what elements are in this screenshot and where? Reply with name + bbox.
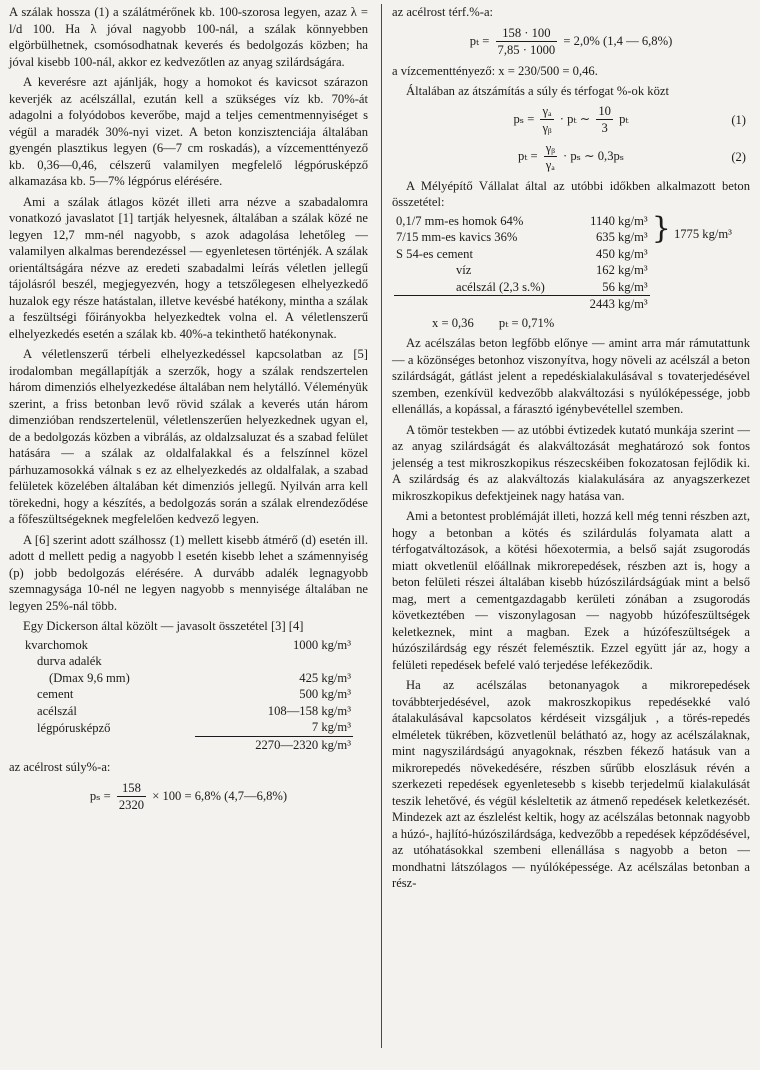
equation-1: [392, 103, 750, 137]
table-cell: kvarchomok: [25, 637, 88, 652]
table-cell: 0,1/7 mm-es homok 64%: [396, 213, 524, 228]
numerator: γᵦ: [544, 140, 557, 158]
table-cell: durva adalék: [37, 654, 102, 668]
table-row: [394, 246, 750, 263]
mix-composition-table: [23, 637, 353, 754]
denominator: γᵦ: [542, 121, 552, 135]
table-total: 2443 kg/m³: [576, 296, 650, 313]
paragraph: Egy Dickerson által közölt — javasolt összetétel [3] [4]: [23, 619, 304, 633]
table-row: [23, 653, 353, 670]
column-divider: [381, 4, 382, 1048]
paragraph: A tömör testekben — az utóbbi évtizedek kutató munkája szerint — az anyag szilárdságát és alakváltozását meghatározó sok fontos jelenség a test mikroszkopikus részecskéiben fokozatosan fejlődik ki. A szilárdság és az alakváltozás kialakulására az anyagszerkezet mikroszkopikus defektjeinek nagy hatása van.: [392, 422, 750, 503]
left-column: [9, 4, 368, 818]
paragraph: Általában az átszámítás a súly és térfogat %-ok közt: [406, 84, 669, 98]
right-column: [392, 4, 750, 892]
brace-group: [650, 213, 750, 246]
table-cell: 7/15 mm-es kavics 36%: [396, 230, 518, 244]
table-row: [23, 719, 353, 736]
table-cell: 162 kg/m³: [595, 263, 648, 277]
table-row: [23, 637, 353, 654]
equation-number: (1): [731, 112, 746, 127]
paragraph: az acélrost térf.%-a:: [392, 5, 494, 19]
equation-lhs: pₛ =: [513, 111, 535, 126]
denominator: 3: [601, 121, 608, 135]
paragraph: A szálak hossza (1) a szálátmérőnek kb. 100-szorosa legyen, azaz λ = l/d 100. Ha λ jóval nagyobb 100-nál, a szálak könnyebben elgörbülhetnek, csomósodhatnak keverés és bedolgozás közben; ha jóval kisebb 100-nál, akkor ez kedvezőtlen az anyag szilárdságára.: [9, 5, 368, 69]
equation-lhs: pₜ =: [517, 148, 538, 163]
paragraph: Ami a betontest problémáját illeti, hozzá kell még tenni részben azt, hogy a betonban a kötés és szilárdulás folyamata alatt a térfogatváltozások, a kötési hőexotermia, a belső saját zsugorodás miatt okvetlenül előállnak mikrorepedések, részben azt is, hogy a beton felületi részei általában kisebb húzószilárdságúak mint a belső mag, mert a cementgazdagabb kerületi zónában a zsugorodás következtében — viszonylagosan — nagyobb húzófeszültségek keletkeznek, mint a magban. Ezek a húzófeszültségek a húzószilárdság egy részét felemésztik. Ezzel együtt jár az, hogy a felületi repedések befelé való terjedése lefékeződik.: [392, 509, 750, 672]
denominator: γₐ: [545, 158, 555, 172]
table-cell: víz: [456, 263, 472, 277]
equation-volume-percent: [392, 25, 750, 59]
paragraph: A véletlenszerű térbeli elhelyezkedéssel kapcsolatban az [5] irodalomban megállapítják a szerzők, hogy a szálak rendszertelen három dimenziós elhelyezkedése általában nem helytálló. Véleményük szerint, a friss betonban levő rövid szálak a keverés után három dimenzióban rendszertelenül, véletlenszerűen helyezkednek ugyan el, de a bedolgozás közben a vibrálás, az oldalzsaluzat és a szabad felület hatására — a szálak az oldalfalakkal és a felszínnel közel párhuzamosokká válnak s ez az elhelyezkedés az oldalfalak, a szabad felületek közelében általában két dimenziós jellegű. Nyilván arra kell törekedni, hogy a készítés, a bedolgozás során a szálak elrendeződése a főfeszültségeknek megfelelően kedvező legyen.: [9, 347, 368, 526]
brace-total: 1775 kg/m³: [673, 227, 732, 241]
equation-rhs: × 100 = 6,8% (4,7—6,8%): [152, 788, 288, 803]
paragraph: A keverésre azt ajánlják, hogy a homokot és kavicsot szárazon keverjék az acélszállal, ezután kell a szükséges víz kb. 70%-át adagolni a folyódobos keverőbe, majd a teljes cementmennyiséget s végül a maradék 30%-nyi vizet. A beton konzisztenciája általában gyengén plasztikus legyen (6—7 cm roskadás), a vízcementtényező kb. 0,36—0,46, célszerű valamilyen megfelelő légpórusképző alkamazása kb. 5—7% légpórus elérésére.: [9, 75, 368, 188]
fraction: [117, 780, 146, 814]
table-cell: 450 kg/m³: [595, 246, 648, 261]
table-cell: 56 kg/m³: [602, 279, 648, 294]
paragraph: A Mélyépítő Vállalat által az utóbbi időkben alkalmazott beton összetétel:: [392, 178, 750, 209]
paragraph: Ha az acélszálas betonanyagok a mikrorepedések továbbterjedésével, azok makroszkopikus repedésekké való átalakulásával kapcsolatos kérdéseit vizsgáljuk , a törés-repedés elméletek tükrében, közvetlenül belátható az, hogy az acélszálaknak, mint nagyszilárdságú anyagoknak, részben fékező hatásuk van a mikrorepedés növekedésére, részben sűrűbb eloszlásuk révén a szerkezeti repedések egyenletesebb s kisebb terjedelmű kialakulását teszik lehetővé, és végül késleltetik az átmenő repedések keletkezését. Mindezek azt az észlelést keltik, hogy az acélszálas betonnak nagyobb a húzó-, hajlító-húzószilárdsága, kedvezőbb a repedések képződésével, az utóhatásokkal szembeni ellenállása s nagyobb a beton — mondhatni látszólagos — nyúlóképessége. Az acélszálas betonban a rész-: [392, 678, 750, 890]
numerator: 158: [117, 780, 146, 798]
table-cell: cement: [37, 687, 74, 701]
table-cell: [195, 653, 353, 670]
denominator: 7,85 · 1000: [497, 43, 556, 57]
equation-middle: · pₜ ∼: [559, 111, 591, 126]
table-cell: 1140 kg/m³: [590, 213, 648, 228]
numerator: γₐ: [540, 103, 553, 121]
table-cell: S 54-es cement: [396, 246, 473, 261]
equation-lhs: pₜ =: [469, 33, 490, 48]
table-cell: acélszál: [37, 703, 77, 718]
fraction: [596, 103, 613, 137]
paragraph: Az acélszálas beton legfőbb előnye — amint arra már rámutattunk — a közönséges betonhoz viszonyítva, hogy növeli az acélszál a beton szilárdságát, gátlást jelent a repedéskialakulásával s tovaterjedésével szemben, ezenkívül kedvezőbb alakváltozási s nyúlóképessége, jobb ellenállás, a kopással, a fárasztó igénybevétellel szemben.: [392, 336, 750, 416]
paragraph: Ami a szálak átlagos közét illeti arra nézve a szabadalomra vonatkozó javaslatot [1] tartják helyesnek, általában a szálak közé ne legyen 12,7 mm-nél nagyobb, s azok adagolása lehetőleg — valamilyen alkalmas berendezéssel — egyenletesen történjék. A szálak orientáltságára nézve az eredeti szabadalmi leírás véletlen jellegű tájolásról beszél, megjegyezvén, hogy a tetszőlegesen elhelyezkedő huzalok egy része hatástalan, illetve kevésbé hatékony, mintha a szálak a feszültségi főirányokba helyezkedtek volna el. A véletlenszerű elhelyezkedés esetén a szálak kb. 40%-a tekinthető hatékonynak.: [9, 194, 368, 341]
fraction: [496, 25, 558, 59]
table-row: [23, 686, 353, 703]
table-cell: 108—158 kg/m³: [267, 703, 351, 718]
table-cell: légpórusképző: [37, 720, 111, 735]
paragraph: az acélrost súly%-a:: [9, 760, 111, 774]
numerator: 10: [596, 103, 613, 121]
table-cell: 500 kg/m³: [299, 687, 351, 701]
table-cell: acélszál (2,3 s.%): [456, 279, 545, 294]
table-row: [394, 262, 750, 279]
equation-rhs: = 2,0% (1,4 — 6,8%): [563, 33, 673, 48]
ratio-line: x = 0,36 pₜ = 0,71%: [432, 315, 555, 330]
equation-rhs: · pₛ ∼ 0,3pₛ: [563, 148, 625, 163]
equation-lhs: pₛ =: [89, 788, 111, 803]
numerator: 158 · 100: [496, 25, 558, 43]
brace-icon: }: [651, 211, 671, 246]
table-cell: 7 kg/m³: [311, 720, 351, 734]
equation-number: (2): [731, 149, 746, 164]
denominator: 2320: [118, 798, 145, 812]
paragraph: a vízcementtényező: x = 230/500 = 0,46.: [392, 63, 598, 78]
equation-rhs: pₜ: [619, 111, 629, 126]
table-total-row: [23, 736, 353, 753]
table-row: [394, 213, 750, 230]
table-row: [23, 703, 353, 720]
table-total: 2270—2320 kg/m³: [195, 736, 353, 753]
equation-weight-percent: [9, 780, 368, 814]
table-cell: 1000 kg/m³: [292, 637, 351, 652]
table-row: [394, 279, 750, 296]
table-total-row: [394, 296, 750, 313]
paragraph: A [6] szerint adott szálhossz (1) mellett kisebb átmérő (d) esetén ill. adott d mellett pedig a nagyobb l esetén kisebb lehet a számennyiség (p) jobb bedolgozás elérésére. A durvább adalék legnagyobb szemnagysága 10-nél ne legyen nagyobb s mennyisége általában ne legyen 25%-nál több.: [9, 532, 368, 613]
mix-composition-table: [394, 213, 750, 313]
table-cell: 425 kg/m³: [299, 670, 351, 685]
equation-2: [392, 140, 750, 174]
fraction: [544, 140, 557, 174]
fraction: [540, 103, 553, 137]
table-cell: 635 kg/m³: [595, 230, 648, 244]
table-cell: (Dmax 9,6 mm): [49, 670, 130, 685]
table-row: [23, 670, 353, 687]
